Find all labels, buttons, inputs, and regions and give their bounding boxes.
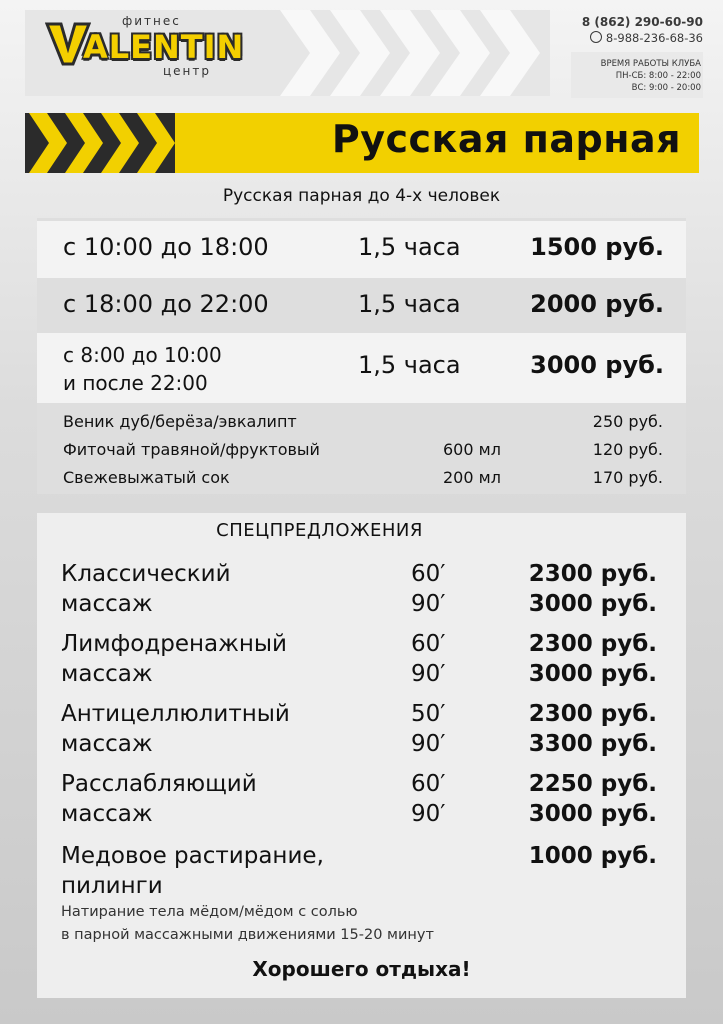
title-chevrons-decoration	[25, 113, 175, 173]
massage-name: Расслабляющий	[61, 771, 257, 797]
massage-duration: 60′	[411, 561, 446, 587]
specials-title: СПЕЦПРЕДЛОЖЕНИЯ	[216, 520, 423, 541]
honey-rub-description	[61, 901, 434, 947]
logo-bottom-text: центр	[163, 64, 212, 78]
honey-rub-item	[61, 841, 661, 907]
rate-time-line2: и после 22:00	[63, 371, 208, 395]
logo-top-text: фитнес	[122, 14, 181, 28]
rate-row	[37, 278, 686, 335]
massage-duration: 90′	[411, 801, 446, 827]
hours-sunday: ВС: 9:00 - 20:00	[631, 83, 701, 93]
logo-name: ALENTIN	[83, 28, 245, 66]
massage-price: 3000 руб.	[528, 661, 657, 687]
massage-item	[61, 559, 661, 625]
massage-item	[61, 629, 661, 695]
whatsapp-icon	[590, 31, 602, 43]
extra-name: Веник дуб/берёза/эвкалипт	[63, 412, 297, 431]
massage-name: Лимфодренажный	[61, 631, 287, 657]
massage-price: 2250 руб.	[528, 771, 657, 797]
massage-name-line2: массаж	[61, 731, 153, 757]
rate-row	[37, 221, 686, 278]
massage-price: 3000 руб.	[528, 801, 657, 827]
massage-price: 2300 руб.	[528, 701, 657, 727]
rate-duration: 1,5 часа	[358, 351, 461, 379]
massage-price: 3300 руб.	[528, 731, 657, 757]
contacts	[582, 14, 703, 46]
extra-volume: 200 мл	[443, 468, 501, 487]
rate-price: 1500 руб.	[530, 233, 664, 261]
rate-duration: 1,5 часа	[358, 233, 461, 261]
rates-panel	[37, 218, 686, 494]
massage-duration: 90′	[411, 661, 446, 687]
honey-rub-name-line2: пилинги	[61, 873, 163, 899]
massage-duration: 90′	[411, 591, 446, 617]
massage-name: Антицеллюлитный	[61, 701, 290, 727]
rate-price: 2000 руб.	[530, 290, 664, 318]
extra-price: 120 руб.	[592, 440, 663, 459]
honey-rub-name: Медовое растирание,	[61, 843, 324, 869]
page-title: Русская парная	[331, 117, 681, 161]
massage-name-line2: массаж	[61, 591, 153, 617]
extras-list	[63, 408, 663, 492]
rate-duration: 1,5 часа	[358, 290, 461, 318]
subtitle: Русская парная до 4-х человек	[222, 186, 501, 206]
title-background	[175, 113, 699, 173]
opening-hours	[571, 52, 703, 98]
extra-item	[63, 464, 663, 492]
massage-name-line2: массаж	[61, 801, 153, 827]
honey-desc-line1: Натирание тела мёдом/мёдом с солью	[61, 904, 358, 920]
extra-price: 170 руб.	[592, 468, 663, 487]
rate-time-line1: с 8:00 до 10:00	[63, 343, 222, 367]
massage-duration: 90′	[411, 731, 446, 757]
massage-name-line2: массаж	[61, 661, 153, 687]
rate-time: с 18:00 до 22:00	[63, 290, 269, 318]
closing-message: Хорошего отдыха!	[252, 957, 471, 981]
extra-item	[63, 436, 663, 464]
phone-whatsapp: 8-988-236-68-36	[605, 31, 703, 45]
massage-duration: 50′	[411, 701, 446, 727]
phone-main[interactable]: 8 (862) 290-60-90	[581, 15, 703, 29]
extra-volume: 600 мл	[443, 440, 501, 459]
massage-name: Классический	[61, 561, 231, 587]
rate-time: с 10:00 до 18:00	[63, 233, 269, 261]
massage-price: 2300 руб.	[528, 631, 657, 657]
hours-title: ВРЕМЯ РАБОТЫ КЛУБА	[600, 59, 701, 69]
extra-name: Свежевыжатый сок	[63, 468, 230, 487]
rate-row	[37, 333, 686, 403]
massage-price: 2300 руб.	[528, 561, 657, 587]
massage-item	[61, 699, 661, 765]
hours-weekdays: ПН-СБ: 8:00 - 22:00	[615, 71, 701, 81]
honey-rub-price: 1000 руб.	[528, 843, 657, 869]
extra-item	[63, 408, 663, 436]
massage-item	[61, 769, 661, 835]
whatsapp-line[interactable]	[582, 30, 703, 46]
massage-duration: 60′	[411, 631, 446, 657]
massage-price: 3000 руб.	[528, 591, 657, 617]
specials-panel	[37, 513, 686, 998]
rate-price: 3000 руб.	[530, 351, 664, 379]
rate-time	[63, 341, 222, 397]
honey-desc-line2: в парной массажными движениями 15-20 минут	[61, 927, 434, 943]
massage-duration: 60′	[411, 771, 446, 797]
extra-name: Фиточай травяной/фруктовый	[63, 440, 320, 459]
logo	[45, 14, 255, 80]
extra-price: 250 руб.	[592, 412, 663, 431]
